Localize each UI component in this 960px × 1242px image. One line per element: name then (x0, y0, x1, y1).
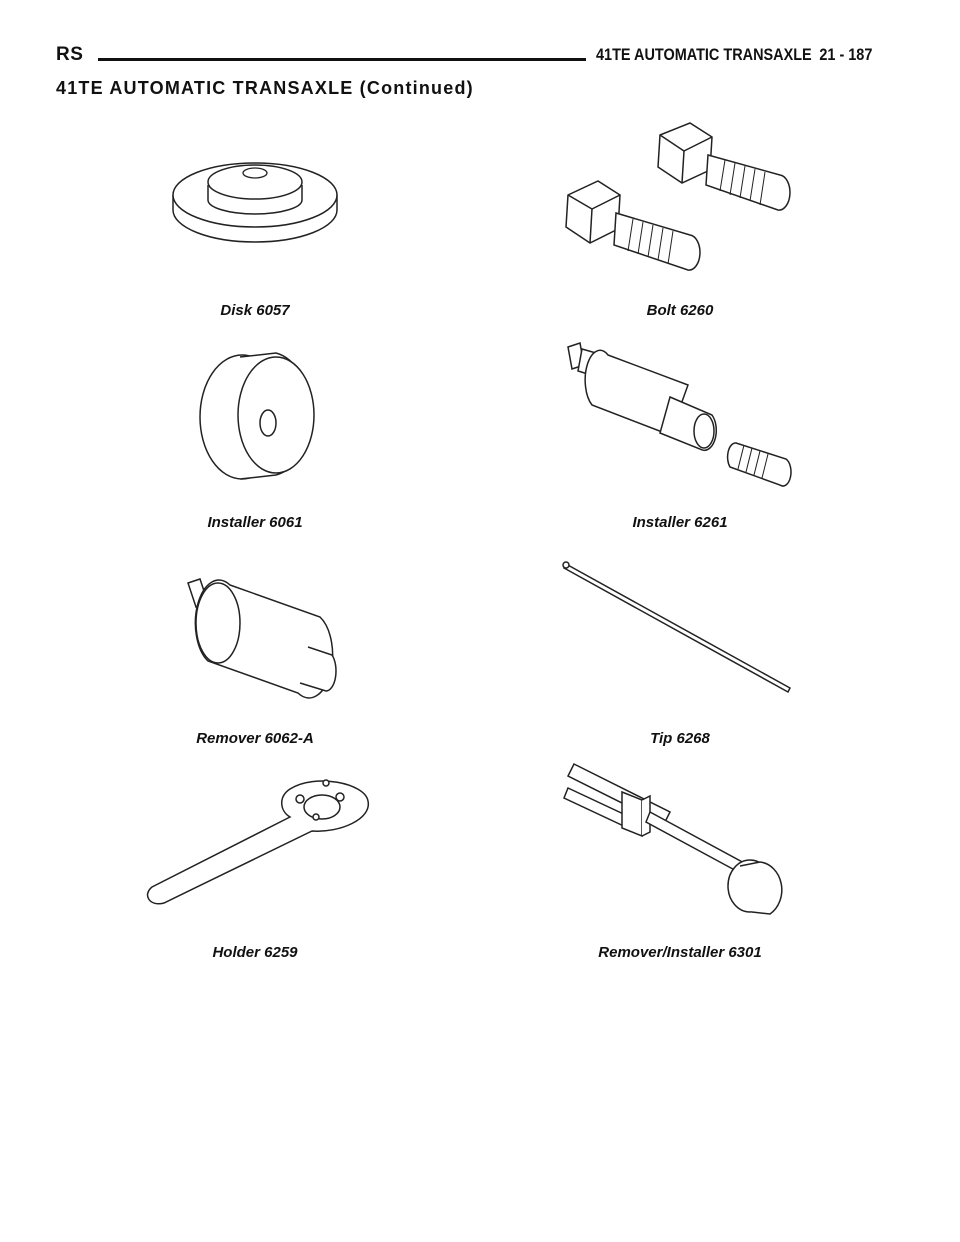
page-header (56, 44, 876, 74)
bolt-pair-icon (560, 115, 810, 290)
caption-remover-6062a: Remover 6062-A (196, 730, 314, 747)
caption-holder-6259: Holder 6259 (212, 944, 298, 961)
caption-bolt-6260: Bolt 6260 (646, 302, 714, 319)
chapter-title: 41TE AUTOMATIC TRANSAXLE (596, 45, 812, 64)
spanner-holder-icon (140, 775, 380, 920)
caption-installer-6061: Installer 6061 (207, 514, 303, 531)
caption-tip-6268: Tip 6268 (650, 730, 710, 747)
caption-remover-installer-6301: Remover/Installer 6301 (598, 944, 762, 961)
threaded-installer-icon (560, 335, 800, 500)
remover-cylinder-icon (180, 555, 350, 705)
installer-disc-icon (190, 345, 330, 490)
section-code: RS (56, 44, 84, 65)
caption-installer-6261: Installer 6261 (632, 514, 728, 531)
caption-disk-6057: Disk 6057 (220, 302, 290, 319)
tip-rod-icon (560, 560, 800, 705)
page-number: 21 - 187 (818, 45, 872, 64)
header-rule (98, 58, 586, 61)
disk-tool-icon (160, 140, 350, 255)
section-subheading: 41TE AUTOMATIC TRANSAXLE (Continued) (56, 78, 474, 98)
puller-tool-icon (560, 758, 800, 928)
